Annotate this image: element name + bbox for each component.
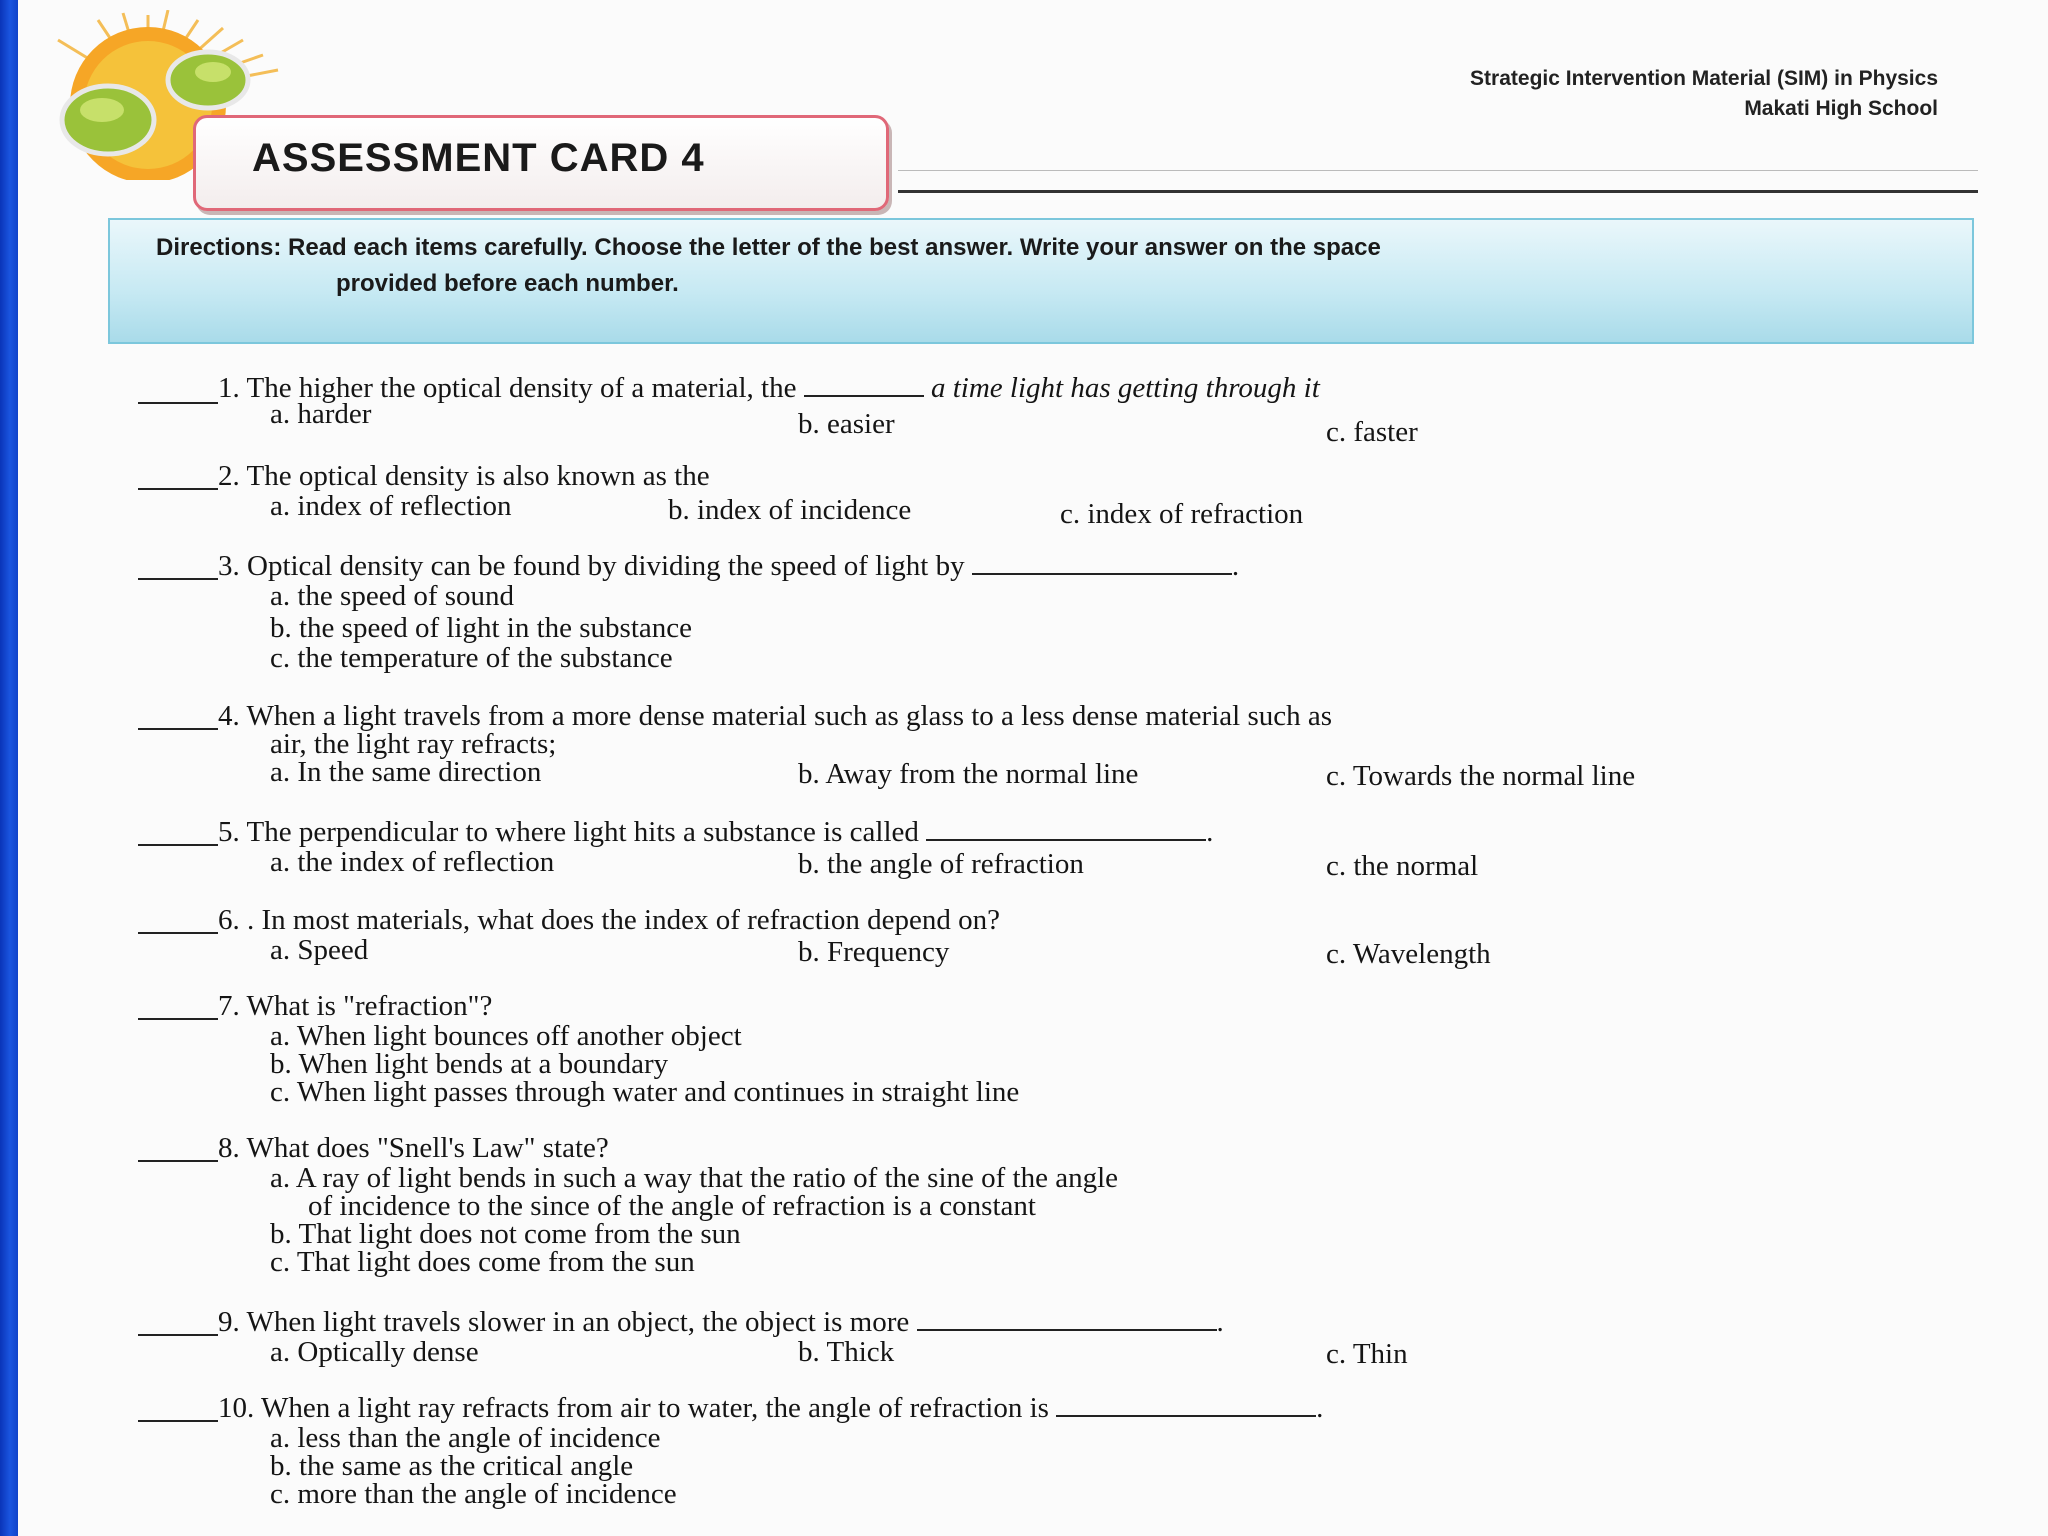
inline-blank (1056, 1395, 1316, 1417)
question-number: 6. (218, 904, 240, 936)
option-c: c. the normal (1326, 850, 1479, 882)
divider (898, 190, 1978, 193)
option-c: c. Thin (1326, 1338, 1408, 1370)
header-line-2: Makati High School (1744, 97, 1938, 120)
inline-blank (917, 1309, 1217, 1331)
option-a: a. index of reflection (270, 490, 512, 522)
answer-blank[interactable] (138, 1018, 218, 1020)
option-b: b. That light does not come from the sun (270, 1218, 741, 1250)
answer-blank[interactable] (138, 402, 218, 404)
option-b: b. the same as the critical angle (270, 1450, 634, 1482)
answer-blank[interactable] (138, 728, 218, 730)
question-stem: The higher the optical density of a material, the (246, 372, 797, 404)
question-stem: Optical density can be found by dividing the speed of light by (247, 550, 965, 582)
option-c: c. faster (1326, 416, 1418, 448)
document-header (1470, 64, 1938, 124)
option-a: a. less than the angle of incidence (270, 1422, 661, 1454)
option-b: b. Frequency (798, 936, 950, 968)
option-a: a. A ray of light bends in such a way that the ratio of the sine of the angle (270, 1162, 1119, 1194)
answer-blank[interactable] (138, 1160, 218, 1162)
question-number: 1. (218, 372, 240, 404)
option-a: a. Speed (270, 934, 369, 966)
option-c: c. That light does come from the sun (270, 1246, 695, 1278)
question-number: 4. (218, 700, 240, 732)
answer-blank[interactable] (138, 844, 218, 846)
option-c: c. index of refraction (1060, 498, 1304, 530)
inline-blank (926, 819, 1206, 841)
page-title: ASSESSMENT CARD 4 (252, 136, 705, 180)
question-stem-line-2: air, the light ray refracts; (270, 728, 557, 760)
option-a: a. Optically dense (270, 1336, 479, 1368)
directions-line-2: provided before each number. (336, 270, 679, 297)
inline-blank (804, 375, 924, 397)
option-c: c. Wavelength (1326, 938, 1491, 970)
question-stem-after: . (1206, 816, 1214, 848)
divider (898, 170, 1978, 171)
title-box (193, 115, 889, 211)
option-c: c. more than the angle of incidence (270, 1478, 677, 1510)
question-stem: The optical density is also known as the (246, 460, 710, 492)
directions-box (108, 218, 1974, 344)
question-stem-after: a time light has getting through it (930, 372, 1320, 404)
worksheet-page (18, 0, 2048, 1536)
question-stem-after: . (1231, 550, 1240, 582)
answer-blank[interactable] (138, 932, 218, 934)
question-number: 9. (218, 1306, 240, 1338)
option-b: b. the angle of refraction (798, 848, 1084, 880)
option-a: a. In the same direction (270, 756, 542, 788)
question-stem: What does "Snell's Law" state? (246, 1132, 609, 1164)
option-b: b. When light bends at a boundary (270, 1048, 669, 1080)
question-stem: . In most materials, what does the index of refraction depend on? (247, 904, 1000, 936)
option-b: b. easier (798, 408, 895, 440)
question-number: 7. (218, 990, 240, 1022)
option-b: b. Away from the normal line (798, 758, 1139, 790)
option-b: b. Thick (798, 1336, 895, 1368)
answer-blank[interactable] (138, 1334, 218, 1336)
question-number: 2. (218, 460, 240, 492)
option-b: b. the speed of light in the substance (270, 612, 693, 644)
option-c: c. When light passes through water and continues in straight line (270, 1076, 1020, 1108)
question-stem-after: . (1316, 1392, 1324, 1424)
question-number: 8. (218, 1132, 240, 1164)
option-a: a. the speed of sound (270, 580, 515, 612)
option-c: c. Towards the normal line (1326, 760, 1636, 792)
option-a: a. harder (270, 398, 372, 430)
option-a: a. the index of reflection (270, 846, 555, 878)
option-a: a. When light bounces off another object (270, 1020, 742, 1052)
question-stem-after: . (1216, 1306, 1224, 1338)
answer-blank[interactable] (138, 578, 218, 580)
inline-blank (972, 553, 1232, 575)
option-c: c. the temperature of the substance (270, 642, 673, 674)
option-b: b. index of incidence (668, 494, 912, 526)
question-number: 5. (218, 816, 240, 848)
directions-line-1: Directions: Read each items carefully. Choose the letter of the best answer. Write your answer on the space (156, 234, 1381, 261)
question-number: 3. (218, 550, 240, 582)
question-stem: What is "refraction"? (246, 990, 493, 1022)
header-line-1: Strategic Intervention Material (SIM) in Physics (1470, 67, 1938, 90)
question-stem: When a light ray refracts from air to water, the angle of refraction is (260, 1392, 1049, 1424)
question-stem: The perpendicular to where light hits a substance is called (246, 816, 919, 848)
option-a-continued: of incidence to the since of the angle of refraction is a constant (308, 1190, 1036, 1222)
question-number: 10. (218, 1392, 255, 1424)
question-stem: When light travels slower in an object, the object is more (246, 1306, 910, 1338)
answer-blank[interactable] (138, 1420, 218, 1422)
answer-blank[interactable] (138, 488, 218, 490)
question-stem: When a light travels from a more dense material such as glass to a less dense material such as (246, 700, 1333, 732)
